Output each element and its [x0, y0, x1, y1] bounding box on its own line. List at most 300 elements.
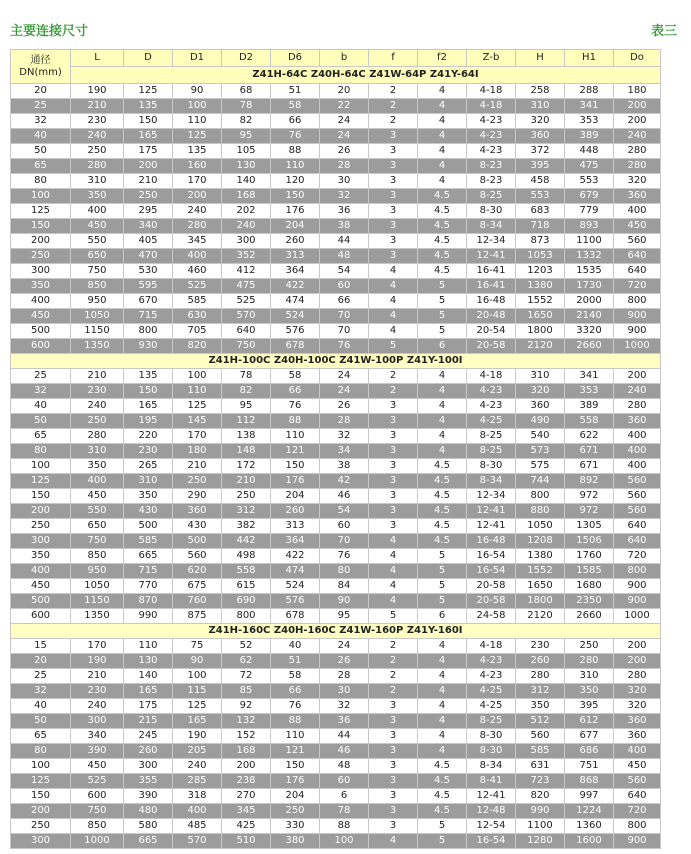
table-cell: 66 — [320, 294, 369, 309]
table-cell: 121 — [271, 744, 320, 759]
table-cell: 44 — [320, 234, 369, 249]
table-cell: 190 — [71, 654, 124, 669]
table-cell: 88 — [271, 144, 320, 159]
table-cell: 595 — [124, 279, 173, 294]
page-title: 主要连接尺寸 — [10, 24, 89, 39]
table-cell: 2350 — [565, 594, 614, 609]
table-cell: 50 — [11, 714, 71, 729]
table-cell: 400 — [11, 294, 71, 309]
table-cell: 4-23 — [467, 114, 516, 129]
table-cell: 60 — [320, 519, 369, 534]
table-row — [11, 279, 661, 294]
table-cell: 395 — [516, 159, 565, 174]
table-cell: 675 — [173, 579, 222, 594]
table-cell: 3320 — [565, 324, 614, 339]
table-cell: 350 — [11, 549, 71, 564]
table-cell: 12-41 — [467, 789, 516, 804]
table-cell: 130 — [222, 159, 271, 174]
table-cell: 5 — [418, 579, 467, 594]
table-cell: 2 — [369, 669, 418, 684]
table-cell: 352 — [222, 249, 271, 264]
table-cell: 4-25 — [467, 414, 516, 429]
table-cell: 200 — [11, 504, 71, 519]
table-cell: 400 — [71, 474, 124, 489]
table-row — [11, 369, 661, 384]
table-cell: 24-58 — [467, 609, 516, 624]
table-cell: 250 — [271, 804, 320, 819]
table-cell: 84 — [320, 579, 369, 594]
table-row — [11, 234, 661, 249]
table-row — [11, 684, 661, 699]
table-cell: 4-18 — [467, 99, 516, 114]
table-cell: 576 — [271, 594, 320, 609]
table-row — [11, 489, 661, 504]
table-cell: 250 — [71, 144, 124, 159]
table-cell: 718 — [516, 219, 565, 234]
table-cell: 100 — [173, 369, 222, 384]
table-cell: 16-41 — [467, 279, 516, 294]
table-row — [11, 444, 661, 459]
table-cell: 295 — [124, 204, 173, 219]
table-cell: 360 — [614, 729, 661, 744]
table-row — [11, 129, 661, 144]
table-row — [11, 759, 661, 774]
table-cell: 1305 — [565, 519, 614, 534]
table-cell: 40 — [11, 699, 71, 714]
table-cell: 460 — [173, 264, 222, 279]
table-cell: 48 — [320, 249, 369, 264]
table-cell: 678 — [271, 609, 320, 624]
table-cell: 76 — [320, 549, 369, 564]
header-z-b: Z-b — [467, 50, 516, 67]
table-cell: 250 — [222, 489, 271, 504]
table-cell: 4-18 — [467, 84, 516, 99]
table-cell: 28 — [320, 669, 369, 684]
table-cell: 677 — [565, 729, 614, 744]
table-cell: 3 — [369, 744, 418, 759]
table-row — [11, 189, 661, 204]
table-cell: 200 — [614, 369, 661, 384]
table-cell: 8-34 — [467, 219, 516, 234]
table-cell: 230 — [124, 444, 173, 459]
table-row — [11, 504, 661, 519]
table-cell: 24 — [320, 369, 369, 384]
table-cell: 320 — [516, 114, 565, 129]
table-cell: 3 — [369, 489, 418, 504]
table-cell: 3 — [369, 144, 418, 159]
table-cell: 400 — [614, 204, 661, 219]
table-cell: 168 — [222, 744, 271, 759]
table-cell: 176 — [271, 204, 320, 219]
table-row — [11, 564, 661, 579]
series-row — [11, 624, 661, 639]
header-dn-line2: DN(mm) — [19, 66, 62, 78]
series-label: Z41H-100C Z40H-100C Z41W-100P Z41Y-100I — [11, 354, 661, 369]
table-cell: 715 — [124, 564, 173, 579]
table-cell: 258 — [516, 84, 565, 99]
table-cell: 285 — [173, 774, 222, 789]
table-cell: 450 — [614, 759, 661, 774]
table-cell: 560 — [614, 234, 661, 249]
table-cell: 3 — [369, 774, 418, 789]
table-cell: 4 — [418, 714, 467, 729]
table-cell: 320 — [614, 699, 661, 714]
table-cell: 60 — [320, 279, 369, 294]
table-cell: 15 — [11, 639, 71, 654]
table-cell: 870 — [124, 594, 173, 609]
table-cell: 900 — [614, 324, 661, 339]
table-cell: 100 — [11, 189, 71, 204]
table-row — [11, 729, 661, 744]
table-cell: 585 — [124, 534, 173, 549]
table-cell: 4 — [418, 639, 467, 654]
table-cell: 425 — [222, 819, 271, 834]
table-cell: 2 — [369, 99, 418, 114]
table-cell: 280 — [614, 144, 661, 159]
table-cell: 4 — [418, 699, 467, 714]
table-cell: 600 — [11, 339, 71, 354]
table-cell: 125 — [173, 399, 222, 414]
table-cell: 524 — [271, 579, 320, 594]
table-cell: 70 — [320, 309, 369, 324]
table-cell: 972 — [565, 489, 614, 504]
table-cell: 350 — [565, 684, 614, 699]
table-cell: 300 — [11, 264, 71, 279]
table-cell: 82 — [222, 114, 271, 129]
table-cell: 20-58 — [467, 579, 516, 594]
table-cell: 65 — [11, 159, 71, 174]
table-cell: 280 — [173, 219, 222, 234]
table-cell: 175 — [124, 144, 173, 159]
table-cell: 150 — [271, 459, 320, 474]
table-cell: 76 — [320, 339, 369, 354]
table-cell: 458 — [516, 174, 565, 189]
table-cell: 210 — [124, 174, 173, 189]
table-cell: 4 — [418, 684, 467, 699]
table-cell: 474 — [271, 564, 320, 579]
table-cell: 640 — [614, 534, 661, 549]
table-cell: 1506 — [565, 534, 614, 549]
table-cell: 50 — [11, 144, 71, 159]
table-cell: 70 — [320, 324, 369, 339]
table-cell: 640 — [614, 789, 661, 804]
table-cell: 779 — [565, 204, 614, 219]
table-row — [11, 459, 661, 474]
table-cell: 400 — [11, 564, 71, 579]
table-cell: 240 — [222, 219, 271, 234]
table-cell: 100 — [173, 99, 222, 114]
table-cell: 800 — [222, 609, 271, 624]
table-cell: 2660 — [565, 609, 614, 624]
table-cell: 1053 — [516, 249, 565, 264]
table-cell: 4 — [369, 324, 418, 339]
table-cell: 215 — [124, 714, 173, 729]
table-cell: 4 — [369, 294, 418, 309]
table-cell: 22 — [320, 99, 369, 114]
table-cell: 500 — [124, 519, 173, 534]
table-cell: 5 — [418, 309, 467, 324]
table-cell: 760 — [173, 594, 222, 609]
table-cell: 850 — [71, 819, 124, 834]
table-cell: 165 — [124, 684, 173, 699]
table-cell: 110 — [271, 429, 320, 444]
table-cell: 524 — [271, 309, 320, 324]
table-cell: 4 — [369, 834, 418, 849]
table-cell: 250 — [11, 819, 71, 834]
table-cell: 165 — [124, 399, 173, 414]
table-cell: 372 — [516, 144, 565, 159]
table-cell: 3 — [369, 504, 418, 519]
table-cell: 90 — [173, 654, 222, 669]
table-cell: 5 — [369, 339, 418, 354]
table-cell: 30 — [320, 174, 369, 189]
table-cell: 105 — [222, 144, 271, 159]
table-cell: 475 — [565, 159, 614, 174]
table-cell: 4 — [418, 369, 467, 384]
table-cell: 180 — [173, 444, 222, 459]
table-cell: 125 — [11, 474, 71, 489]
table-cell: 3 — [369, 429, 418, 444]
table-cell: 170 — [173, 429, 222, 444]
table-row — [11, 429, 661, 444]
table-cell: 5 — [418, 549, 467, 564]
table-cell: 5 — [418, 294, 467, 309]
table-cell: 148 — [222, 444, 271, 459]
table-cell: 4.5 — [418, 219, 467, 234]
table-cell: 280 — [516, 669, 565, 684]
table-cell: 51 — [271, 84, 320, 99]
table-cell: 500 — [173, 534, 222, 549]
table-cell: 400 — [614, 459, 661, 474]
table-cell: 100 — [11, 759, 71, 774]
series-row — [11, 354, 661, 369]
table-cell: 640 — [614, 519, 661, 534]
table-row — [11, 99, 661, 114]
table-cell: 202 — [222, 204, 271, 219]
table-cell: 2 — [369, 684, 418, 699]
table-cell: 1000 — [614, 339, 661, 354]
table-cell: 8-23 — [467, 174, 516, 189]
table-cell: 312 — [516, 684, 565, 699]
table-cell: 310 — [124, 474, 173, 489]
table-cell: 5 — [418, 594, 467, 609]
table-cell: 110 — [173, 114, 222, 129]
table-cell: 4 — [418, 654, 467, 669]
table-cell: 20 — [11, 84, 71, 99]
table-cell: 95 — [320, 609, 369, 624]
table-cell: 412 — [222, 264, 271, 279]
table-cell: 850 — [71, 279, 124, 294]
header-h1: H1 — [565, 50, 614, 67]
table-cell: 1535 — [565, 264, 614, 279]
table-cell: 150 — [11, 789, 71, 804]
table-cell: 318 — [173, 789, 222, 804]
table-cell: 90 — [173, 84, 222, 99]
table-cell: 800 — [614, 564, 661, 579]
table-cell: 340 — [124, 219, 173, 234]
table-cell: 80 — [320, 564, 369, 579]
table-cell: 230 — [71, 384, 124, 399]
table-row — [11, 114, 661, 129]
table-cell: 4 — [369, 534, 418, 549]
table-cell: 1208 — [516, 534, 565, 549]
table-cell: 24 — [320, 114, 369, 129]
table-cell: 5 — [418, 819, 467, 834]
table-cell: 250 — [11, 249, 71, 264]
table-cell: 135 — [124, 369, 173, 384]
table-cell: 110 — [124, 639, 173, 654]
table-cell: 4 — [418, 414, 467, 429]
table-cell: 320 — [516, 384, 565, 399]
table-cell: 330 — [271, 819, 320, 834]
table-cell: 265 — [124, 459, 173, 474]
table-cell: 12-54 — [467, 819, 516, 834]
table-cell: 36 — [320, 204, 369, 219]
table-cell: 558 — [222, 564, 271, 579]
table-cell: 60 — [320, 774, 369, 789]
table-cell: 558 — [565, 414, 614, 429]
table-cell: 3 — [369, 129, 418, 144]
table-cell: 1224 — [565, 804, 614, 819]
table-cell: 1100 — [565, 234, 614, 249]
header-f2: f2 — [418, 50, 467, 67]
table-cell: 200 — [222, 759, 271, 774]
table-row — [11, 819, 661, 834]
table-cell: 150 — [124, 114, 173, 129]
table-cell: 400 — [173, 249, 222, 264]
table-cell: 100 — [11, 459, 71, 474]
table-cell: 112 — [222, 414, 271, 429]
table-cell: 750 — [71, 534, 124, 549]
table-cell: 580 — [124, 819, 173, 834]
table-cell: 1552 — [516, 294, 565, 309]
table-cell: 32 — [320, 699, 369, 714]
table-cell: 260 — [124, 744, 173, 759]
table-cell: 4 — [418, 114, 467, 129]
table-cell: 66 — [271, 114, 320, 129]
table-cell: 288 — [565, 84, 614, 99]
table-cell: 364 — [271, 264, 320, 279]
table-cell: 54 — [320, 504, 369, 519]
table-cell: 20-48 — [467, 309, 516, 324]
table-cell: 997 — [565, 789, 614, 804]
table-cell: 240 — [173, 204, 222, 219]
table-cell: 705 — [173, 324, 222, 339]
table-cell: 135 — [124, 99, 173, 114]
table-cell: 200 — [124, 159, 173, 174]
table-cell: 560 — [173, 549, 222, 564]
table-cell: 310 — [565, 669, 614, 684]
table-cell: 1050 — [71, 309, 124, 324]
table-body — [11, 84, 661, 849]
table-row — [11, 174, 661, 189]
table-cell: 395 — [565, 699, 614, 714]
table-cell: 3 — [369, 759, 418, 774]
table-cell: 1150 — [71, 594, 124, 609]
table-cell: 52 — [222, 639, 271, 654]
table-cell: 900 — [614, 834, 661, 849]
table-cell: 930 — [124, 339, 173, 354]
table-row — [11, 474, 661, 489]
table-cell: 4 — [369, 279, 418, 294]
table-cell: 353 — [565, 384, 614, 399]
table-cell: 573 — [516, 444, 565, 459]
table-cell: 723 — [516, 774, 565, 789]
table-cell: 68 — [222, 84, 271, 99]
table-cell: 100 — [320, 834, 369, 849]
table-cell: 16-54 — [467, 834, 516, 849]
table-cell: 4 — [369, 579, 418, 594]
table-cell: 1360 — [565, 819, 614, 834]
table-cell: 5 — [418, 834, 467, 849]
table-cell: 125 — [11, 774, 71, 789]
table-cell: 3 — [369, 714, 418, 729]
table-cell: 400 — [71, 204, 124, 219]
table-cell: 612 — [565, 714, 614, 729]
table-cell: 2660 — [565, 339, 614, 354]
table-cell: 190 — [71, 84, 124, 99]
table-cell: 1350 — [71, 339, 124, 354]
table-cell: 442 — [222, 534, 271, 549]
table-cell: 160 — [173, 159, 222, 174]
table-cell: 3 — [369, 459, 418, 474]
table-cell: 110 — [271, 159, 320, 174]
table-cell: 470 — [124, 249, 173, 264]
table-cell: 600 — [71, 789, 124, 804]
table-cell: 4-25 — [467, 699, 516, 714]
header-l: L — [71, 50, 124, 67]
table-cell: 665 — [124, 549, 173, 564]
table-cell: 560 — [614, 474, 661, 489]
table-cell: 900 — [614, 594, 661, 609]
table-cell: 72 — [222, 669, 271, 684]
table-cell: 6 — [418, 609, 467, 624]
table-cell: 170 — [173, 174, 222, 189]
table-cell: 165 — [173, 714, 222, 729]
table-cell: 3 — [369, 804, 418, 819]
table-cell: 2 — [369, 654, 418, 669]
table-cell: 900 — [614, 579, 661, 594]
table-cell: 8-25 — [467, 189, 516, 204]
table-cell: 8-25 — [467, 714, 516, 729]
table-cell: 8-34 — [467, 759, 516, 774]
table-cell: 4 — [418, 159, 467, 174]
table-cell: 38 — [320, 219, 369, 234]
table-cell: 4-23 — [467, 384, 516, 399]
table-cell: 168 — [222, 189, 271, 204]
table-cell: 350 — [516, 699, 565, 714]
table-cell: 135 — [173, 144, 222, 159]
table-cell: 364 — [271, 534, 320, 549]
table-cell: 800 — [614, 294, 661, 309]
table-cell: 4 — [369, 594, 418, 609]
table-cell: 4.5 — [418, 789, 467, 804]
table-cell: 3 — [369, 204, 418, 219]
dimensions-table — [10, 49, 661, 849]
table-cell: 720 — [614, 279, 661, 294]
table-cell: 1000 — [614, 609, 661, 624]
table-cell: 650 — [71, 249, 124, 264]
table-cell: 65 — [11, 429, 71, 444]
table-cell: 570 — [222, 309, 271, 324]
table-cell: 2000 — [565, 294, 614, 309]
table-cell: 313 — [271, 249, 320, 264]
table-cell: 313 — [271, 519, 320, 534]
table-cell: 4-23 — [467, 669, 516, 684]
table-cell: 4.5 — [418, 489, 467, 504]
table-cell: 78 — [320, 804, 369, 819]
table-cell: 4-23 — [467, 654, 516, 669]
